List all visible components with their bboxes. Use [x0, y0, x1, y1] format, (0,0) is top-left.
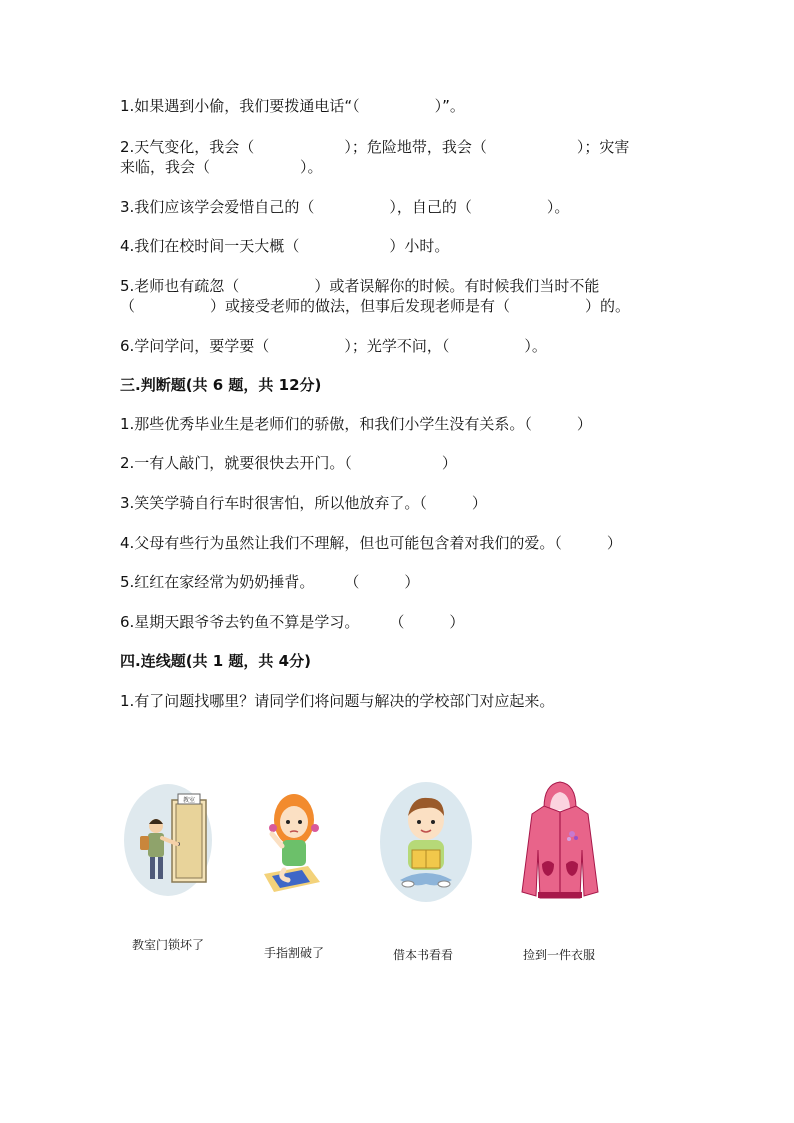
judge-question-4: 4.父母有些行为虽然让我们不理解，但也可能包含着对我们的爱。（ ）	[120, 534, 622, 552]
fill-question-1: 1.如果遇到小偷，我们要拨通电话“（ ）”。	[120, 97, 465, 115]
section-4-heading: 四.连线题(共 1 题，共 4分)	[120, 652, 311, 670]
matching-question: 1.有了问题找哪里？请同学们将问题与解决的学校部门对应起来。	[120, 692, 555, 710]
judge-question-3: 3.笑笑学骑自行车时很害怕，所以他放弃了。（ ）	[120, 494, 487, 512]
judge-question-2: 2.一有人敲门，就要很快去开门。（ ）	[120, 454, 457, 472]
caption-finger-cut: 手指割破了	[264, 946, 325, 960]
judge-question-5: 5.红红在家经常为奶奶捶背。 （ ）	[120, 573, 420, 591]
broken-door-illustration	[122, 778, 214, 898]
caption-borrow-book: 借本书看看	[393, 948, 454, 962]
fill-question-6: 6.学问学问，要学要（ ）；光学不问，（ ）。	[120, 337, 547, 355]
fill-question-2-line-1: 2.天气变化，我会（ ）；危险地带，我会（ ）；灾害	[120, 138, 630, 156]
fill-question-5-line-1: 5.老师也有疏忽（ ）或者误解你的时候。有时候我们当时不能	[120, 277, 600, 295]
judge-question-1: 1.那些优秀毕业生是老师们的骄傲，和我们小学生没有关系。（ ）	[120, 415, 592, 433]
caption-found-clothing: 捡到一件衣服	[523, 948, 596, 962]
judge-question-6: 6.星期天跟爷爷去钓鱼不算是学习。 （ ）	[120, 613, 465, 631]
fill-question-5-line-2: （ ）或接受老师的做法，但事后发现老师是有（ ）的。	[120, 297, 631, 315]
hoodie-illustration	[514, 780, 606, 904]
reading-boy-illustration	[378, 780, 474, 904]
section-3-heading: 三.判断题(共 6 题，共 12分)	[120, 376, 322, 394]
caption-classroom-door-broken: 教室门锁坏了	[132, 938, 205, 952]
door-sign-label: 教室	[182, 797, 196, 804]
fill-question-4: 4.我们在校时间一天大概（ ）小时。	[120, 237, 450, 255]
cut-finger-illustration	[258, 782, 326, 900]
fill-question-2-line-2: 来临，我会（ ）。	[120, 158, 323, 176]
fill-question-3: 3.我们应该学会爱惜自己的（ ），自己的（ ）。	[120, 198, 570, 216]
